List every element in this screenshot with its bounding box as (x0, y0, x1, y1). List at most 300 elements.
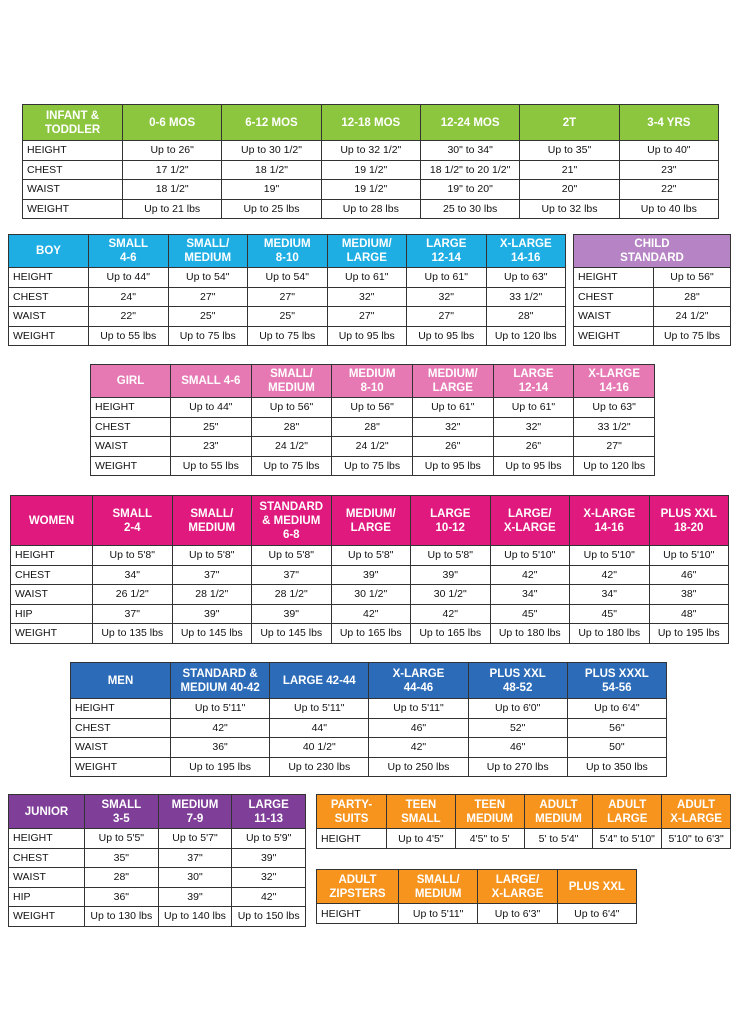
size-header (593, 795, 662, 829)
size-value: 5'4" to 5'10" (593, 829, 662, 849)
size-value: Up to 61" (327, 268, 407, 288)
size-value: 37" (93, 604, 173, 624)
size-value: 34" (490, 585, 570, 605)
header-label: TEEN MEDIUM (466, 798, 514, 825)
size-value: Up to 63" (574, 398, 655, 418)
table-row (71, 738, 667, 758)
size-value: Up to 5'8" (252, 546, 332, 566)
table-row (9, 907, 306, 927)
measurement-label: WEIGHT (23, 199, 123, 219)
size-value: Up to 150 lbs (232, 907, 306, 927)
size-value: Up to 40" (619, 141, 718, 161)
header-label: SMALL/ MEDIUM (188, 507, 236, 534)
category-header (317, 870, 399, 904)
measurement-label: HEIGHT (91, 398, 171, 418)
measurement-label: CHEST (23, 160, 123, 180)
size-header (222, 105, 321, 141)
women-table (10, 495, 729, 644)
size-value: Up to 6'4" (567, 699, 666, 719)
measurement-label: CHEST (11, 565, 93, 585)
size-value: Up to 25 lbs (222, 199, 321, 219)
measurement-label: CHEST (71, 718, 171, 738)
size-header (420, 105, 519, 141)
boy-table-body (9, 235, 566, 346)
size-value: 52" (468, 718, 567, 738)
size-value: 32" (232, 868, 306, 888)
size-value: 30" (158, 868, 232, 888)
table-row (11, 546, 729, 566)
size-value: 30" to 34" (420, 141, 519, 161)
table-row (11, 604, 729, 624)
table-row (9, 287, 566, 307)
table-row (23, 199, 719, 219)
header-label: MEDIUM/ LARGE (345, 507, 396, 534)
size-header (649, 496, 729, 546)
header-label: LARGE/ X-LARGE (491, 873, 544, 900)
header-label: MEDIUM/ LARGE (341, 238, 392, 264)
header-label: BOY (36, 245, 61, 257)
size-value: 28" (85, 868, 159, 888)
header-label: ADULT MEDIUM (535, 798, 582, 825)
size-value: 32" (493, 417, 574, 437)
size-value: Up to 5'8" (93, 546, 173, 566)
size-value: 44" (270, 718, 369, 738)
table-row (9, 829, 306, 849)
header-label: WOMEN (28, 514, 75, 527)
size-header (399, 870, 478, 904)
category-header (11, 496, 93, 546)
size-value: 32" (412, 417, 493, 437)
header-row (317, 795, 731, 829)
size-header (248, 235, 328, 268)
boy-table (8, 234, 566, 346)
size-value: 5' to 5'4" (524, 829, 593, 849)
measurement-label: HEIGHT (9, 829, 85, 849)
header-label: PLUS XXL (568, 880, 625, 893)
size-value: 30 1/2" (331, 585, 411, 605)
size-value: 39" (232, 848, 306, 868)
size-value: Up to 95 lbs (407, 326, 487, 346)
size-value: 18 1/2" (123, 180, 222, 200)
size-value: 27" (407, 307, 487, 327)
header-label: MEDIUM/ LARGE (427, 368, 478, 394)
header-label: 12-18 MOS (341, 116, 401, 129)
table-row (91, 456, 655, 476)
size-value: 24 1/2" (251, 437, 332, 457)
size-header (168, 235, 248, 268)
size-value: 37" (172, 565, 252, 585)
size-header (524, 795, 593, 829)
size-header (468, 663, 567, 699)
girl-table (90, 364, 655, 476)
size-value: 37" (252, 565, 332, 585)
table-row (11, 624, 729, 644)
measurement-label: CHEST (91, 417, 171, 437)
size-value: 36" (171, 738, 270, 758)
size-value: 42" (331, 604, 411, 624)
table-row (9, 887, 306, 907)
header-label: SMALL 4-6 (181, 375, 241, 387)
size-value: Up to 54" (168, 268, 248, 288)
size-header (574, 365, 655, 398)
size-value: Up to 5'8" (331, 546, 411, 566)
header-row (574, 235, 731, 268)
size-header (327, 235, 407, 268)
size-value: 25 to 30 lbs (420, 199, 519, 219)
size-header (331, 496, 411, 546)
header-label: PLUS XXL 18-20 (660, 507, 717, 534)
men-table-body (71, 663, 667, 777)
size-value: Up to 95 lbs (412, 456, 493, 476)
adult-zipsters-table (316, 869, 637, 924)
size-value: Up to 32 1/2" (321, 141, 420, 161)
girl-table-body (91, 365, 655, 476)
size-value: Up to 5'11" (399, 904, 478, 924)
header-label: STANDARD & MEDIUM 40-42 (180, 667, 260, 694)
header-label: LARGE/ X-LARGE (503, 507, 556, 534)
size-value: Up to 44" (171, 398, 252, 418)
category-header (9, 235, 89, 268)
category-header (23, 105, 123, 141)
size-value: Up to 165 lbs (331, 624, 411, 644)
measurement-label: HEIGHT (317, 829, 387, 849)
size-value: 28" (486, 307, 566, 327)
measurement-label: HEIGHT (317, 904, 399, 924)
size-value: Up to 5'8" (411, 546, 491, 566)
measurement-label: WAIST (574, 307, 654, 327)
size-value: 42" (411, 604, 491, 624)
size-value: 37" (158, 848, 232, 868)
size-value: Up to 195 lbs (171, 757, 270, 777)
header-label: 2T (562, 116, 577, 129)
size-value: 22" (619, 180, 718, 200)
women-table-body (11, 496, 729, 644)
size-value: Up to 230 lbs (270, 757, 369, 777)
size-header (486, 235, 566, 268)
size-header (252, 496, 332, 546)
header-label: 12-24 MOS (440, 116, 500, 129)
size-value: Up to 5'7" (158, 829, 232, 849)
measurement-label: WEIGHT (9, 907, 85, 927)
measurement-label: WEIGHT (91, 456, 171, 476)
header-label: MEDIUM 8-10 (348, 368, 396, 394)
size-value: Up to 140 lbs (158, 907, 232, 927)
size-value: 27" (574, 437, 655, 457)
size-header (251, 365, 332, 398)
size-value: 19 1/2" (321, 160, 420, 180)
table-row (9, 268, 566, 288)
size-value: 24" (89, 287, 169, 307)
category-header (91, 365, 171, 398)
size-value: 19 1/2" (321, 180, 420, 200)
size-value: 26 1/2" (93, 585, 173, 605)
size-value: Up to 250 lbs (369, 757, 468, 777)
table-row (9, 848, 306, 868)
size-header (171, 365, 252, 398)
party-suits-table (316, 794, 731, 849)
table-row (23, 141, 719, 161)
size-value: 25" (171, 417, 252, 437)
size-value: 25" (168, 307, 248, 327)
header-row (9, 795, 306, 829)
size-value: 42" (171, 718, 270, 738)
size-value: Up to 75 lbs (654, 326, 731, 346)
size-value: Up to 350 lbs (567, 757, 666, 777)
measurement-label: WAIST (11, 585, 93, 605)
header-label: GIRL (116, 375, 145, 387)
table-row (317, 904, 637, 924)
size-value: Up to 6'4" (557, 904, 636, 924)
size-value: 27" (168, 287, 248, 307)
header-row (317, 870, 637, 904)
size-value: 40 1/2" (270, 738, 369, 758)
size-value: 17 1/2" (123, 160, 222, 180)
size-header (490, 496, 570, 546)
child-standard-table-body (574, 235, 731, 346)
size-value: Up to 145 lbs (172, 624, 252, 644)
size-value: Up to 5'10" (490, 546, 570, 566)
size-header (158, 795, 232, 829)
table-row (574, 287, 731, 307)
size-value: Up to 5'8" (172, 546, 252, 566)
measurement-label: HEIGHT (23, 141, 123, 161)
size-value: 46" (468, 738, 567, 758)
size-value: Up to 165 lbs (411, 624, 491, 644)
measurement-label: WEIGHT (574, 326, 654, 346)
size-value: Up to 5'11" (171, 699, 270, 719)
measurement-label: WEIGHT (9, 326, 89, 346)
header-label: JUNIOR (24, 805, 69, 818)
header-label: MEDIUM 7-9 (171, 798, 219, 825)
size-header (85, 795, 159, 829)
size-value: Up to 130 lbs (85, 907, 159, 927)
header-label: PLUS XXL 48-52 (489, 667, 546, 694)
size-header (171, 663, 270, 699)
size-header (123, 105, 222, 141)
size-value: 32" (327, 287, 407, 307)
header-label: 3-4 YRS (647, 116, 691, 129)
size-value: 28 1/2" (172, 585, 252, 605)
size-value: Up to 5'11" (369, 699, 468, 719)
size-value: 28" (251, 417, 332, 437)
junior-table-body (9, 795, 306, 927)
size-value: 19" to 20" (420, 180, 519, 200)
size-value: Up to 75 lbs (332, 456, 413, 476)
size-value: Up to 75 lbs (251, 456, 332, 476)
table-row (574, 326, 731, 346)
size-value: 42" (570, 565, 650, 585)
size-value: 19" (222, 180, 321, 200)
size-value: 25" (248, 307, 328, 327)
header-label: CHILD STANDARD (620, 238, 684, 264)
header-label: SMALL 3-5 (101, 798, 142, 825)
size-header (619, 105, 718, 141)
size-value: Up to 4'5" (387, 829, 456, 849)
table-row (23, 160, 719, 180)
size-value: 45" (570, 604, 650, 624)
size-value: 21" (520, 160, 619, 180)
size-value: 42" (490, 565, 570, 585)
size-value: Up to 55 lbs (89, 326, 169, 346)
measurement-label: HEIGHT (574, 268, 654, 288)
size-value: Up to 40 lbs (619, 199, 718, 219)
header-label: X-LARGE 14-16 (499, 238, 552, 264)
header-row (71, 663, 667, 699)
size-header (478, 870, 557, 904)
size-value: 45" (490, 604, 570, 624)
header-label: INFANT & TODDLER (44, 109, 101, 136)
size-value: 28" (654, 287, 731, 307)
header-label: ADULT X-LARGE (670, 798, 722, 825)
table-row (11, 565, 729, 585)
table-row (574, 268, 731, 288)
table-row (23, 180, 719, 200)
size-value: Up to 30 1/2" (222, 141, 321, 161)
size-value: 27" (248, 287, 328, 307)
size-value: 36" (85, 887, 159, 907)
size-value: Up to 26" (123, 141, 222, 161)
measurement-label: WAIST (9, 307, 89, 327)
header-label: PARTY- SUITS (330, 798, 373, 825)
size-value: Up to 28 lbs (321, 199, 420, 219)
size-value: 26" (493, 437, 574, 457)
size-value: 28" (332, 417, 413, 437)
header-label: TEEN SMALL (401, 798, 441, 825)
size-header (455, 795, 524, 829)
junior-table (8, 794, 306, 927)
size-header (411, 496, 491, 546)
size-value: Up to 5'10" (570, 546, 650, 566)
size-value: 39" (158, 887, 232, 907)
size-value: 24 1/2" (654, 307, 731, 327)
size-value: Up to 270 lbs (468, 757, 567, 777)
table-row (9, 326, 566, 346)
size-value: Up to 56" (654, 268, 731, 288)
size-value: Up to 6'0" (468, 699, 567, 719)
size-header (172, 496, 252, 546)
table-row (11, 585, 729, 605)
size-value: Up to 75 lbs (168, 326, 248, 346)
size-value: 46" (649, 565, 729, 585)
size-header (570, 496, 650, 546)
size-value: Up to 120 lbs (486, 326, 566, 346)
category-header (9, 795, 85, 829)
table-row (574, 307, 731, 327)
header-label: SMALL/ MEDIUM (268, 368, 315, 394)
size-value: 4'5" to 5' (455, 829, 524, 849)
header-label: STANDARD & MEDIUM 6-8 (259, 500, 324, 541)
table-row (317, 829, 731, 849)
size-value: Up to 63" (486, 268, 566, 288)
size-value: Up to 5'11" (270, 699, 369, 719)
header-row (9, 235, 566, 268)
header-label: ADULT LARGE (607, 798, 648, 825)
size-value: Up to 95 lbs (493, 456, 574, 476)
size-value: 26" (412, 437, 493, 457)
men-table (70, 662, 667, 777)
size-value: Up to 95 lbs (327, 326, 407, 346)
size-value: Up to 54" (248, 268, 328, 288)
size-value: Up to 180 lbs (570, 624, 650, 644)
header-label: SMALL/ MEDIUM (184, 238, 232, 264)
infant-toddler-table (22, 104, 719, 219)
size-header (232, 795, 306, 829)
size-value: Up to 32 lbs (520, 199, 619, 219)
size-value: Up to 21 lbs (123, 199, 222, 219)
size-header (89, 235, 169, 268)
size-value: Up to 135 lbs (93, 624, 173, 644)
header-row (91, 365, 655, 398)
size-value: 35" (85, 848, 159, 868)
measurement-label: HIP (11, 604, 93, 624)
size-value: Up to 56" (251, 398, 332, 418)
size-value: Up to 180 lbs (490, 624, 570, 644)
size-header (407, 235, 487, 268)
size-value: Up to 61" (407, 268, 487, 288)
size-value: 27" (327, 307, 407, 327)
size-value: 32" (407, 287, 487, 307)
header-label: 0-6 MOS (149, 116, 196, 129)
size-header (662, 795, 731, 829)
size-header (493, 365, 574, 398)
size-header (270, 663, 369, 699)
size-value: 33 1/2" (574, 417, 655, 437)
size-value: 39" (331, 565, 411, 585)
table-row (91, 417, 655, 437)
table-row (71, 718, 667, 738)
size-value: Up to 56" (332, 398, 413, 418)
measurement-label: CHEST (9, 287, 89, 307)
measurement-label: WAIST (9, 868, 85, 888)
measurement-label: HEIGHT (71, 699, 171, 719)
table-row (71, 699, 667, 719)
size-value: 56" (567, 718, 666, 738)
header-label: SMALL/ MEDIUM (414, 873, 462, 900)
size-value: Up to 6'3" (478, 904, 557, 924)
size-value: 39" (411, 565, 491, 585)
size-header (369, 663, 468, 699)
infant-toddler-table-body (23, 105, 719, 219)
adult-zipsters-table-body (317, 870, 637, 924)
header-label: SMALL 4-6 (108, 238, 149, 264)
measurement-label: WEIGHT (71, 757, 171, 777)
size-value: 42" (369, 738, 468, 758)
size-value: Up to 35" (520, 141, 619, 161)
header-label: LARGE 12-14 (426, 238, 467, 264)
table-row (71, 757, 667, 777)
size-value: Up to 61" (412, 398, 493, 418)
size-header (332, 365, 413, 398)
size-header (321, 105, 420, 141)
table-row (91, 437, 655, 457)
size-value: Up to 5'5" (85, 829, 159, 849)
header-row (11, 496, 729, 546)
size-value: 33 1/2" (486, 287, 566, 307)
size-header (412, 365, 493, 398)
header-label: X-LARGE 14-16 (583, 507, 636, 534)
size-value: 23" (619, 160, 718, 180)
measurement-label: CHEST (574, 287, 654, 307)
party-suits-table-body (317, 795, 731, 849)
size-value: 18 1/2" to 20 1/2" (420, 160, 519, 180)
header-label: X-LARGE 44-46 (392, 667, 445, 694)
table-row (91, 398, 655, 418)
size-value: 50" (567, 738, 666, 758)
size-header (567, 663, 666, 699)
category-header (71, 663, 171, 699)
measurement-label: WEIGHT (11, 624, 93, 644)
size-value: 48" (649, 604, 729, 624)
